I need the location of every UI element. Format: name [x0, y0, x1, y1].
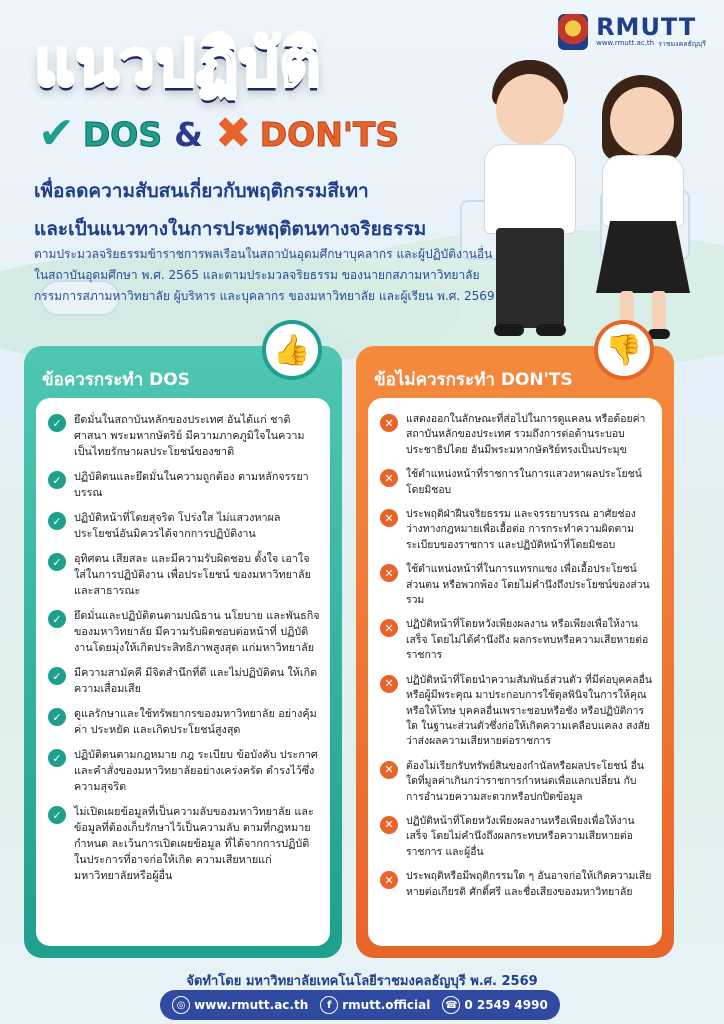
phone-text: 0 2549 4990 [464, 998, 548, 1012]
list-item [380, 562, 652, 608]
facebook-link[interactable] [320, 996, 430, 1014]
list-item [48, 706, 320, 738]
website-link[interactable] [172, 996, 308, 1014]
list-item [380, 467, 652, 498]
list-item [380, 759, 652, 805]
donts-item-text: ประพฤติฝ่าฝืนจริยธรรม และจรรยาบรรณ อาศัยช่องว่างทางกฎหมายเพื่อเอื้อต่อ การกระทำความผิดตามระเบียบของราชการ และปฏิบัติหน้าที่โดยมิชอบ [406, 508, 636, 551]
thumbs-up-icon: 👍 [262, 320, 322, 380]
dos-item-text: ยึดมั่นและปฏิบัติตนตามปณิธาน นโยบาย และพันธกิจ ของมหาวิทยาลัย มีความรับผิดชอบต่อหน้าที่ ปฏิบัติงานโดยมุ่งให้เกิดประสิทธิภาพสูงสุด แก่มหาวิทยาลัย [74, 609, 320, 654]
list-item [48, 608, 320, 656]
list-item [48, 551, 320, 599]
donts-label: DON'TS [259, 114, 400, 154]
logo-sub: ราชมงคลธัญบุรี [658, 39, 706, 48]
dos-item-text: มีความสามัคคี มีจิตสำนึกที่ดี และไม่ปฏิบัติตน ให้เกิดความเสื่อมเสีย [74, 666, 318, 695]
list-item [380, 869, 652, 900]
footer-contact-bar [160, 990, 560, 1020]
list-item [380, 617, 652, 663]
list-item [380, 507, 652, 553]
donts-item-text: ปฏิบัติหน้าที่โดยหวังเพียงผลงาน หรือเพียงเพื่อให้งานเสร็จ โดยไม่ได้คำนึงถึง ผลกระทบหรือความเสียหายต่อราชการ [406, 618, 649, 662]
check-circle-icon: ✓ [48, 471, 66, 489]
donts-heading: ข้อไม่ควรกระทำ DON'TS [374, 370, 573, 390]
footer-credit: จัดทำโดย มหาวิทยาลัยเทคโนโลยีราชมงคลธัญบุรี พ.ศ. 2569 [186, 974, 538, 989]
dos-heading: ข้อควรกระทำ DOS [42, 370, 190, 390]
university-logo [558, 14, 706, 50]
page-title: แนวปฏิบัติ [34, 27, 321, 101]
donts-item-text: ใช้ตำแหน่งหน้าที่ในการแทรกแซง เพื่อเอื้อประโยชน์ส่วนตน หรือพวกพ้อง โดยไม่คำนึงถึงประโยชน์ของส่วนรวม [406, 563, 650, 607]
x-circle-icon: ✕ [380, 761, 398, 779]
thumbs-down-icon: 👎 [594, 320, 654, 380]
list-item [380, 814, 652, 860]
ampersand: & [174, 114, 203, 154]
check-circle-icon: ✓ [48, 806, 66, 824]
female-student-illustration [590, 75, 700, 345]
x-circle-icon: ✕ [380, 675, 398, 693]
list-item [48, 665, 320, 697]
x-circle-icon: ✕ [380, 816, 398, 834]
dos-panel [24, 332, 342, 958]
list-item [380, 673, 652, 750]
dos-item-text: ดูแลรักษาและใช้ทรัพยากรของมหาวิทยาลัย อย่างคุ้มค่า ประหยัด และเกิดประโยชน์สูงสุด [74, 707, 317, 736]
x-circle-icon: ✕ [380, 469, 398, 487]
dos-label: DOS [82, 114, 163, 154]
x-circle-icon: ✕ [380, 564, 398, 582]
subtitle-line-1: เพื่อลดความสับสนเกี่ยวกับพฤติกรรมสีเทา [34, 180, 369, 202]
donts-item-text: แสดงออกในลักษณะที่ส่อไปในการดูแคลน หรือด้อยค่าสถาบันหลักของประเทศ รวมถึงการต่อต้านระบอบประชาธิปไตย อันมีพระมหากษัตริย์ทรงเป็นประมุข [406, 413, 646, 456]
dos-item-text: อุทิศตน เสียสละ และมีความรับผิดชอบ ตั้งใจ เอาใจใส่ในการปฏิบัติงาน เพื่อประโยชน์ ของมหาวิทยาลัยและสาธารณะ [74, 552, 311, 597]
x-mark-icon: ✖ [214, 108, 252, 159]
x-circle-icon: ✕ [380, 619, 398, 637]
university-seal-icon [558, 14, 588, 50]
check-circle-icon: ✓ [48, 708, 66, 726]
dos-item-text: ปฏิบัติตนตามกฎหมาย กฎ ระเบียบ ข้อบังคับ ประกาศ และคำสั่งของมหาวิทยาลัยอย่างเคร่งครัด ดำรงไว้ซึ่งความสุจริต [74, 748, 318, 793]
website-text: www.rmutt.ac.th [194, 998, 309, 1012]
logo-url: www.rmutt.ac.th [596, 38, 655, 47]
check-circle-icon: ✓ [48, 610, 66, 628]
list-item [380, 412, 652, 458]
phone-icon: ☎ [442, 996, 460, 1014]
check-circle-icon: ✓ [48, 512, 66, 530]
list-item [48, 804, 320, 884]
check-mark-icon: ✔ [38, 108, 75, 159]
dos-item-text: ไม่เปิดเผยข้อมูลที่เป็นความลับของมหาวิทยาลัย และข้อมูลที่ต้องเก็บรักษาไว้เป็นความลับ ตามที่กฎหมายกำหนด ละเว้นการเปิดเผยข้อมูล ที่ได้จากการปฏิบัติในประการที่อาจก่อให้เกิด ความเสียหายแก่มหาวิทยาลัยหรือผู้อื่น [74, 805, 314, 882]
male-student-illustration [470, 60, 590, 350]
donts-item-text: ต้องไม่เรียกรับทรัพย์สินของกำนัลหรือผลประโยชน์ อื่นใดที่มูลค่าเกินกว่าราชการกำหนดเพื่อแลกเปลี่ยน กับการอำนวยความสะดวกหรือปกปิดข้อมูล [406, 759, 645, 803]
list-item [48, 412, 320, 460]
dos-donts-banner [38, 108, 400, 159]
x-circle-icon: ✕ [380, 871, 398, 889]
donts-item-text: ปฏิบัติหน้าที่โดยหวังเพียงผลงานหรือเพียงเพื่อให้งานเสร็จ โดยไม่คำนึงถึงผลกระทบหรือความเสียหายต่อราชการ และผู้อื่น [406, 814, 635, 858]
globe-icon: ◎ [172, 996, 190, 1014]
dos-item-text: ปฏิบัติหน้าที่โดยสุจริต โปร่งใส ไม่แสวงหาผลประโยชน์อันมิควรได้จากการปฏิบัติงาน [74, 511, 281, 540]
check-circle-icon: ✓ [48, 414, 66, 432]
list-item [48, 510, 320, 542]
donts-item-text: ใช้ตำแหน่งหน้าที่ราชการในการแสวงหาผลประโยชน์ โดยมิชอบ [406, 468, 642, 496]
description: ตามประมวลจริยธรรมข้าราชการพลเรือนในสถาบันอุดมศึกษาบุคลากร และผู้ปฏิบัติงานอื่นในสถาบันอุดมศึกษา พ.ศ. 2565 และตามประมวลจริยธรรม ของนายกสภามหาวิทยาลัย กรรมการสภามหาวิทยาลัย ผู้บริหาร และบุคลากร ของมหาวิทยาลัย และผู้เรียน พ.ศ. 2569 [34, 247, 495, 303]
x-circle-icon: ✕ [380, 414, 398, 432]
donts-item-text: ประพฤติหรือมีพฤติกรรมใด ๆ อันอาจก่อให้เกิดความเสียหายต่อเกียรติ ศักดิ์ศรี และชื่อเสียงของมหาวิทยาลัย [406, 870, 652, 898]
dos-list [36, 398, 330, 946]
donts-panel [356, 332, 674, 958]
dos-item-text: ปฏิบัติตนและยึดมั่นในความถูกต้อง ตามหลักจรรยาบรรณ [74, 470, 309, 499]
facebook-text: rmutt.official [342, 998, 431, 1012]
phone-link[interactable] [442, 996, 548, 1014]
donts-item-text: ปฏิบัติหน้าที่โดยนำความสัมพันธ์ส่วนตัว ที่มีต่อบุคคลอื่น หรือผู้มีพระคุณ มาประกอบการใช้ดุลพินิจในการให้คุณ หรือให้โทษ บุคคลอื่นเพราะชอบหรือชัง หรือปฏิบัติการใด ในฐานะส่วนตัวซึ่งก่อให้เกิดความเคลือบแคลง สงสัยว่าส่งผลความเสียหายต่อราชการ [406, 673, 652, 748]
donts-list [368, 398, 662, 946]
x-circle-icon: ✕ [380, 509, 398, 527]
check-circle-icon: ✓ [48, 749, 66, 767]
list-item [48, 469, 320, 501]
logo-name: RMUTT [596, 12, 697, 41]
facebook-icon: f [320, 996, 338, 1014]
list-item [48, 747, 320, 795]
check-circle-icon: ✓ [48, 553, 66, 571]
check-circle-icon: ✓ [48, 667, 66, 685]
subtitle-line-2: และเป็นแนวทางในการประพฤติตนทางจริยธรรม [34, 218, 427, 240]
dos-item-text: ยึดมั่นในสถาบันหลักของประเทศ อันได้แก่ ชาติ ศาสนา พระมหากษัตริย์ มีความภาคภูมิใจในความเป็นไทยรักษาผลประโยชน์ของชาติ [74, 413, 305, 458]
